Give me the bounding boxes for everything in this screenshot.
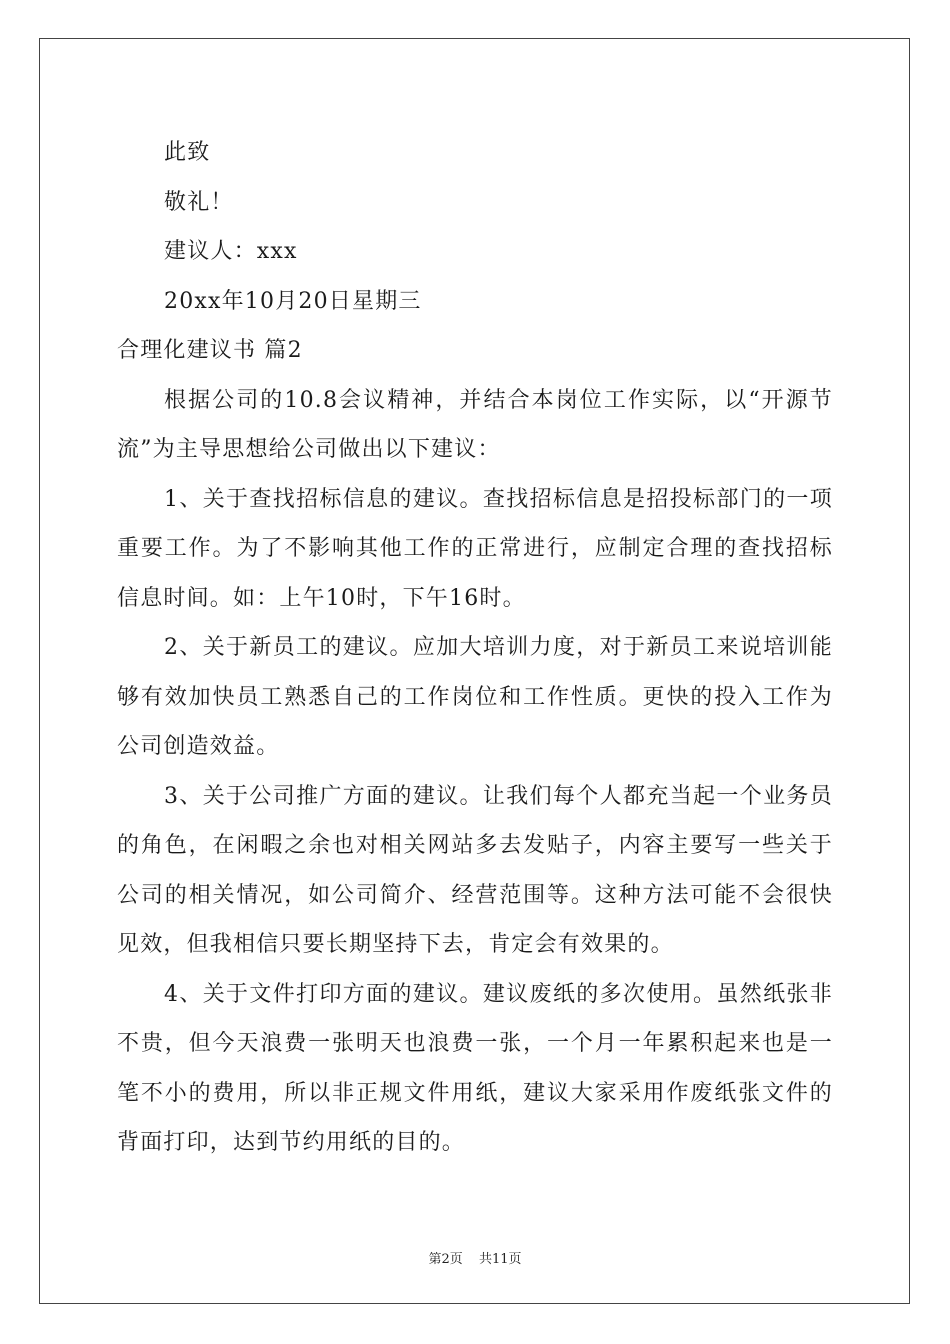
- closing-salutation: 此致: [164, 140, 211, 165]
- page-number-current: 第2页: [428, 1252, 463, 1267]
- page-footer: [0, 1248, 950, 1267]
- suggestion-paragraph-3: 3、关于公司推广方面的建议。让我们每个人都充当起一个业务员的角色，在闲暇之余也对相关网站多去发贴子，内容主要写一些关于公司的相关情况，如公司简介、经营范围等。这种方法可能不会很快见效，但我相信只要长期坚持下去，肯定会有效果的。: [117, 783, 833, 957]
- proposer-signature: 建议人：xxx: [164, 239, 298, 264]
- closing-regards: 敬礼！: [164, 189, 234, 215]
- page-number-total: 共11页: [478, 1252, 522, 1267]
- document-body: [117, 128, 833, 1168]
- suggestion-paragraph-1: 1、关于查找招标信息的建议。查找招标信息是招投标部门的一项重要工作。为了不影响其他工作的正常进行，应制定合理的查找招标信息时间。如：上午10时，下午16时。: [117, 486, 833, 611]
- intro-paragraph: 根据公司的10.8会议精神，并结合本岗位工作实际，以“开源节流”为主导思想给公司做出以下建议：: [117, 387, 833, 462]
- letter-date: 20xx年10月20日星期三: [164, 288, 422, 314]
- suggestion-paragraph-2: 2、关于新员工的建议。应加大培训力度，对于新员工来说培训能够有效加快员工熟悉自己的工作岗位和工作性质。更快的投入工作为公司创造效益。: [117, 635, 833, 759]
- section-heading: 合理化建议书 篇2: [117, 338, 303, 363]
- suggestion-paragraph-4: 4、关于文件打印方面的建议。建议废纸的多次使用。虽然纸张非不贵，但今天浪费一张明天也浪费一张，一个月一年累积起来也是一笔不小的费用，所以非正规文件用纸，建议大家采用作废纸张文件的背面打印，达到节约用纸的目的。: [117, 981, 833, 1155]
